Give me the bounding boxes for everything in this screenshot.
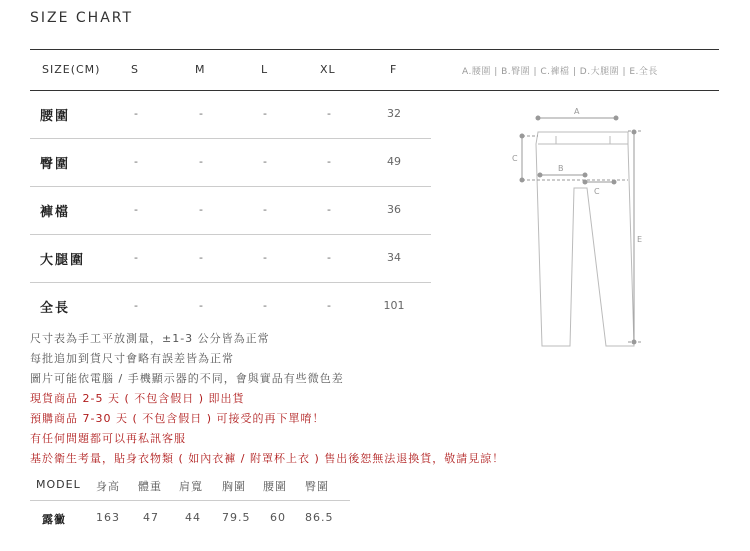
header-m: M [195,63,206,76]
page-title: SIZE CHART [30,10,134,26]
model-height: 163 [96,511,120,524]
cell-s: - [134,155,138,168]
model-header-bust: 胸圍 [222,480,246,493]
row-label: 褲檔 [40,205,71,220]
model-waist: 60 [270,511,286,524]
model-header-rule [30,500,350,501]
model-header-weight: 體重 [138,480,162,493]
diagram-label-a: A [574,107,580,116]
cell-xl: - [327,299,331,312]
model-weight: 47 [143,511,159,524]
model-header-waist: 腰圍 [263,480,287,493]
header-l: L [261,63,269,76]
diagram-label-b: B [558,164,564,173]
diagram-label-e: E [637,235,643,244]
cell-f: 49 [387,155,401,168]
cell-s: - [134,107,138,120]
row-label: 全長 [40,301,71,316]
cell-f: 34 [387,251,401,264]
cell-l: - [263,299,267,312]
table-row [30,91,431,139]
cell-xl: - [327,251,331,264]
note-line: 尺寸表為手工平放測量，±1-3 公分皆為正常 [30,332,270,345]
table-row [30,283,431,331]
cell-xl: - [327,203,331,216]
note-line: 每批追加到貨尺寸會略有誤差皆為正常 [30,352,234,365]
model-header-shoulder: 肩寬 [179,480,203,493]
table-row [30,139,431,187]
model-hip: 86.5 [305,511,334,524]
cell-xl: - [327,107,331,120]
pants-outline [536,132,634,346]
header-s: S [131,63,139,76]
measurement-legend: A.腰圍 | B.臀圍 | C.褲檔 | D.大腿圍 | E.全長 [462,67,658,77]
cell-f: 32 [387,107,401,120]
table-row [30,187,431,235]
model-table-header [30,478,350,500]
cell-l: - [263,251,267,264]
cell-f: 36 [387,203,401,216]
row-label: 大腿圍 [40,253,86,268]
model-header-height: 身高 [96,480,120,493]
cell-s: - [134,299,138,312]
cell-f: 101 [383,299,405,312]
note-line: 現貨商品 2-5 天 ( 不包含假日 ) 即出貨 [30,392,245,405]
cell-s: - [134,203,138,216]
model-shoulder: 44 [185,511,201,524]
diagram-label-c-rise: C [512,154,518,163]
cell-l: - [263,155,267,168]
note-line: 預購商品 7-30 天 ( 不包含假日 ) 可接受的再下單唷！ [30,412,325,425]
table-row [30,235,431,283]
dashed-guides [522,131,642,342]
pants-measurement-diagram [510,100,660,350]
cell-l: - [263,107,267,120]
cell-s: - [134,251,138,264]
note-line: 圖片可能依電腦 / 手機顯示器的不同，會與實品有些微色差 [30,372,344,385]
header-xl: XL [320,63,336,76]
model-header-hip: 臀圍 [305,480,329,493]
model-name: 露黴 [42,513,66,526]
cell-m: - [199,107,203,120]
note-line: 有任何問題都可以再私訊客服 [30,432,186,445]
table-top-rule [30,49,719,50]
guide-endpoints [520,116,637,345]
cell-m: - [199,203,203,216]
cell-m: - [199,155,203,168]
cell-xl: - [327,155,331,168]
diagram-label-c-thigh: C [594,187,600,196]
row-label: 腰圍 [40,109,71,124]
cell-m: - [199,299,203,312]
note-line: 基於衛生考量，貼身衣物類 ( 如內衣褲 / 附罩杯上衣 ) 售出後恕無法退換貨，敬請見諒！ [30,452,505,465]
size-notes [30,329,504,469]
cell-l: - [263,203,267,216]
model-header-model: MODEL [36,478,81,491]
model-bust: 79.5 [222,511,251,524]
cell-m: - [199,251,203,264]
header-size: SIZE(CM) [42,63,101,76]
header-f: F [390,63,398,76]
row-label: 臀圍 [40,157,71,172]
